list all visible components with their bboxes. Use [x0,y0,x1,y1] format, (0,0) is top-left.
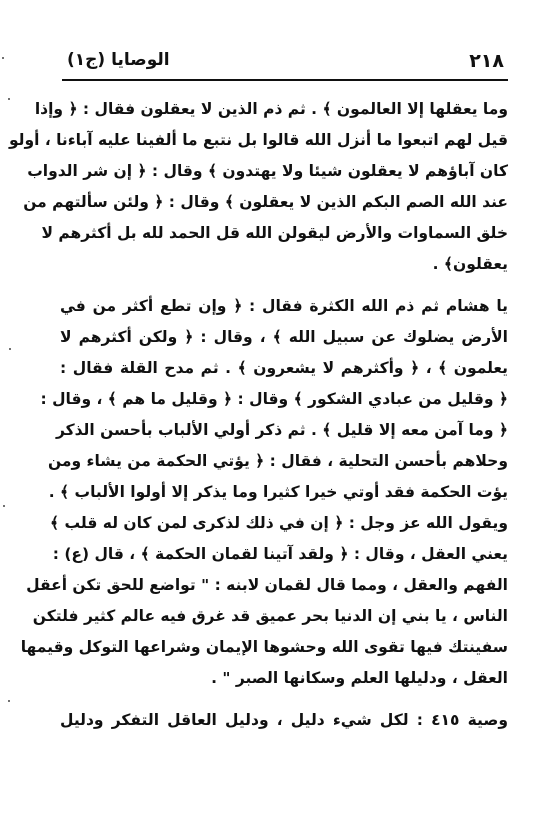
paragraph-lead: وصية ٤١٥ [431,711,508,729]
text-line: وما يعقلها إلا العالمون ﴾ . ثم ذم الذين لا يعقلون فقال : ﴿ وإذا [34,100,508,118]
text-line: يعني العقل ، وقال : ﴿ ولقد آتينا لقمان الحكمة ﴾ ، قال (ع) : [52,545,508,563]
page-header [67,46,504,76]
paragraph-gap [60,280,508,291]
line-text: ثم ذم الله الكثرة فقال : ﴿ وإن تطع أكثر من في [60,297,446,315]
text-line: ويقول الله عز وجل : ﴿ إن في ذلك لذكرى لمن كان له قلب ﴾ [50,514,508,532]
paragraph-lead: يا هشام [445,297,508,315]
text-line [60,705,508,736]
header-divider [62,79,508,81]
text-line: سفينتك فيها تقوى الله وحشوها الإيمان وشراعها التوكل وقيمها [20,638,508,656]
text-line: خلق السماوات والأرض ليقولن الله قل الحمد لله بل أكثرهم لا [41,224,508,242]
text-line: يعلمون ﴾ ، ﴿ وأكثرهم لا يشعرون ﴾ . ثم مدح القلة فقال : [60,359,508,377]
page-number: ٢١٨ [469,50,504,72]
text-line: قيل لهم اتبعوا ما أنزل الله قالوا بل نتبع ما ألفينا عليه آباءنا ، أولو [8,131,508,149]
paragraph-2 [20,291,508,694]
text-line: ﴿ وقليل من عبادي الشكور ﴾ وقال : ﴿ وقليل ما هم ﴾ ، وقال : [40,390,508,408]
paragraph-1 [8,94,508,280]
book-title: الوصايا (ج١) [67,50,170,70]
text-line: يؤت الحكمة فقد أوتي خيرا كثيرا وما يذكر إلا أولوا الألباب ﴾ . [48,483,508,501]
text-line: ﴿ وما آمن معه إلا قليل ﴾ . ثم ذكر أولي الألباب بأحسن الذكر [55,421,508,439]
paragraph-3 [60,705,508,736]
text-line: الناس ، يا بني إن الدنيا بحر عميق قد غرق فيه عالم كثير فلتكن [32,607,508,625]
text-line: عند الله الصم البكم الذين لا يعقلون ﴾ وقال : ﴿ ولئن سألتهم من [23,193,508,211]
text-line: يعقلون﴾ . [432,255,508,273]
paragraph-gap [60,694,508,705]
scan-mark [2,57,4,59]
scan-mark [3,505,5,507]
scan-mark [8,98,10,100]
scan-mark [9,348,11,350]
line-text: : لكل شيء دليل ، ودليل العاقل التفكر ودليل [60,711,432,729]
text-line: الفهم والعقل ، ومما قال لقمان لابنه : " تواضع للحق تكن أعقل [26,576,508,594]
text-line [60,291,508,322]
text-line: العقل ، ودليلها العلم وسكانها الصبر " . [211,669,508,687]
text-line: الأرض يضلوك عن سبيل الله ﴾ ، وقال : ﴿ ولكن أكثرهم لا [60,328,508,346]
scan-mark [8,700,10,702]
text-line: كان آباؤهم لا يعقلون شيئا ولا يهتدون ﴾ وقال : ﴿ إن شر الدواب [27,162,508,180]
page-body [8,94,508,736]
text-line: وحلاهم بأحسن التحلية ، فقال : ﴿ يؤتي الحكمة من يشاء ومن [47,452,508,470]
